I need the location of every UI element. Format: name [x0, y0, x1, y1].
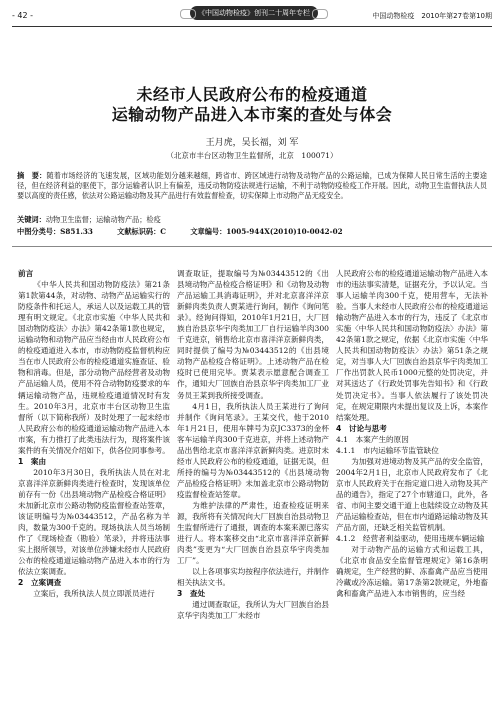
- page-number: - 42 -: [12, 11, 34, 20]
- clc-value: S851.33: [60, 227, 93, 236]
- abstract: [17, 171, 487, 202]
- keywords: 动物卫生监督；运输动物产品；检疫: [45, 215, 161, 224]
- section-heading: 4 讨论与思考: [336, 423, 387, 433]
- authors: 王月虎，吴长福，刘 军: [205, 138, 299, 148]
- paragraph: 调查取证，提取编号为№03443512的《出县境动物产品检疫合格证明》和《动物及动物产品运输工具消毒证明》，并对北京喜洋洋京新鲜肉类负责人贾某进行询问，制作《询问笔录》。经询问得知，2010年1月21日，大厂回族自治县京华宇肉类加工厂自行运输羊肉300千克进京，销售给北京市喜洋洋京新鲜肉类，同时提供了编号为№03443512的《出县境动物产品检疫合格证明》。上述动物产品在检疫时已使用完毕。贾某表示愿意配合调查工作，通知大厂回族自治县京华宇肉类加工厂业务员王某到我所接受调查。: [177, 269, 329, 400]
- body-column-2: [177, 268, 329, 622]
- meta-rule: [12, 246, 492, 247]
- subsection-heading: 4.1 本案产生的原因: [336, 434, 409, 444]
- article-no-label: 文章编号：: [190, 227, 227, 236]
- paragraph: 《中华人民共和国动物防疫法》第21条第1款第44条，对动物、动物产品运输实行的防疫条件和托运人，承运人以及运载工具的管理有明文规定。《北京市实施〈中华人民共和国动物防疫法〉办法》第42条第1款也规定，运输动物和动物产品应当经由市人民政府公布的检疫通道进入本市，市动物防疫监督机构应当在市人民政府公布的检疫通道实施查证、验物和消毒。但是，部分动物产品经营者及动物产品运输人员，使用不符合动物防疫要求的车辆运输动物产品，违规检疫通道情况时有发生。2010年3月，北京市丰台区动物卫生监督所（以下简称我所）及时处理了一起未经市人民政府公布的检疫通道运输动物产品进入本市案，有力推打了此类违法行为，现将案件该案件的有关情况介绍如下，供各位同事参考。: [18, 280, 170, 455]
- section-heading: 2 立案调查: [18, 578, 62, 588]
- article-no-value: 1005-944X(2010)10-0042-02: [226, 227, 343, 236]
- paragraph: 为维护法律的严肃性，追查检疫证明来源，我所将有关情况向大厂回族自治县动物卫生监督所进行了通报，调查的本案来源已落实进行人。将本案移交由“北京市喜洋洋京新鲜肉类”变更为“大厂回族自治县京华宇肉类加工厂”。: [177, 500, 329, 566]
- column-banner: 《中国动物检疫》创刊二十周年专栏: [190, 6, 318, 20]
- subsection-heading: 4.1.2 经营者利益驱动，使用违规车辆运输: [336, 534, 485, 544]
- paragraph: 以上各项事实均按程序依法进行，并制作相关执法文书。: [177, 567, 329, 588]
- paragraph: 2010年3月30日，我所执法人员在对北京喜洋洋京新鲜肉类进行检查时，发现该单位前存有一份《出县境动物产品检疫合格证明》未加新北京市公路动物防疫监督检查站签章，该证明编号为№03443512，产品名称为羊肉，数量为300千克的。现场执法人员当场制作了《现场检查（勘验）笔录》，并将违法事实上报所领导，对该单位涉嫌未经市人民政府公布的检疫通道运输动物产品进入本市的行为依法立案调查。: [18, 467, 170, 577]
- paragraph: 人民政府公布的检疫通道运输动物产品进入本市的违法事实清楚，证据充分，予以认定。当事人运输羊肉300千克，使用营车，无法补验。当事人未经市人民政府公布的检疫通道运输动物产品进入本市的行为，违反了《北京市实施〈中华人民共和国动物防疫法〉办法》第42条第1款之规定，依据《北京市实施〈中华人民共和国动物防疫法〉办法》第51条之规定，对当事人大厂回族自治县京华宇肉类加工厂作出罚款人民币1000元整的处罚决定，并对其送达了《行政处罚事先告知书》和《行政处罚决定书》。当事人依法履行了该处罚决定，在规定期限内未提出复议及上诉，本案作结案处理。: [336, 269, 488, 422]
- article-title-line-1: 未经市人民政府公布的检疫通道: [136, 85, 368, 104]
- section-heading: 前言: [18, 269, 34, 278]
- doc-code-value: C: [160, 227, 167, 236]
- affiliation: （北京市丰台区动物卫生监督所，北京 100071）: [166, 151, 338, 160]
- paragraph: 立案后，我所执法人员立即派员进行: [33, 589, 155, 599]
- paragraph: 通过调查取证，我所认为大厂回族自治县京华宇肉类加工厂未经市: [177, 600, 329, 621]
- paragraph: 4月1日，我所执法人员王某进行了询问并制作《询问笔录》。王某交代，他于2010年1月21日，使用车牌号为京JC3373的金杯客车运输羊肉300千克进京，并将上述动物产品出售给北京市喜洋洋京新鲜肉类。进京时未经市人民政府公布的检疫通道，证据无误，但所持的编号为№03443512的《出县境动物产品检疫合格证明》未加盖北京市公路动物防疫监督检查站签章。: [177, 401, 329, 499]
- header-rule: [12, 26, 492, 27]
- running-header: [12, 6, 492, 24]
- paragraph: 对于动物产品的运输方式和运载工具，《北京市食品安全监督管理规定》第16条明确规定，生产经营的鲜、冻畜禽产品应当使用冷藏或冷冻运输。第17条第2款规定，外地畜禽和畜禽产品进入本市销售的，应当经: [336, 545, 488, 599]
- clc-group: [17, 227, 93, 236]
- body-column-1: [18, 268, 170, 599]
- classification-line: [17, 227, 487, 237]
- subsection-heading: 4.1.1 市内运输环节监管缺位: [336, 445, 439, 455]
- article-title-line-2: 运输动物产品进入本市案的查处与体会: [111, 105, 393, 124]
- paragraph: 为加强对进境动物及其产品的安全监管，2004年2月1日，北京市人民政府发布了《北京市人民政府关于在指定道口进入动物及其产品的通告》，指定了27个市辖道口，此外，各省、市间主要交通干道上也陆续设立动物及其产品运输检查站，但在市内道路运输动物及其产品方面，还缺乏相关监管机制。: [336, 456, 488, 533]
- abstract-text: 随着市场经济的飞速发展，区域功能划分越来越细，跨省市、跨区域进行动物及动物产品的公路运输，已成为保障人民日常生活的主要途径，但在经济利益的驱使下，部分运输者认识上有偏差，违反动物防疫法规进行运输，不利于动物防疫检疫工作开展。因此，动物卫生监督执法人员要以高度的责任感，依法对公路运输动物及其产品进行有效监督检查，切实保障上市动物产品无疫安全。: [17, 171, 487, 201]
- doc-code-group: [117, 227, 166, 236]
- article-no-group: [190, 227, 342, 236]
- doc-code-label: 文献标识码：: [117, 227, 161, 236]
- section-heading: 1 案由: [18, 456, 47, 466]
- body-column-3: [336, 268, 488, 599]
- abstract-label: 摘 要：: [17, 171, 47, 180]
- clc-label: 中图分类号：: [17, 227, 61, 236]
- keywords-line: [17, 215, 487, 225]
- keywords-label: 关键词：: [17, 215, 46, 224]
- section-heading: 3 查处: [177, 589, 206, 599]
- journal-info: 中国动物检疫 2010年第27卷第10期: [372, 12, 492, 20]
